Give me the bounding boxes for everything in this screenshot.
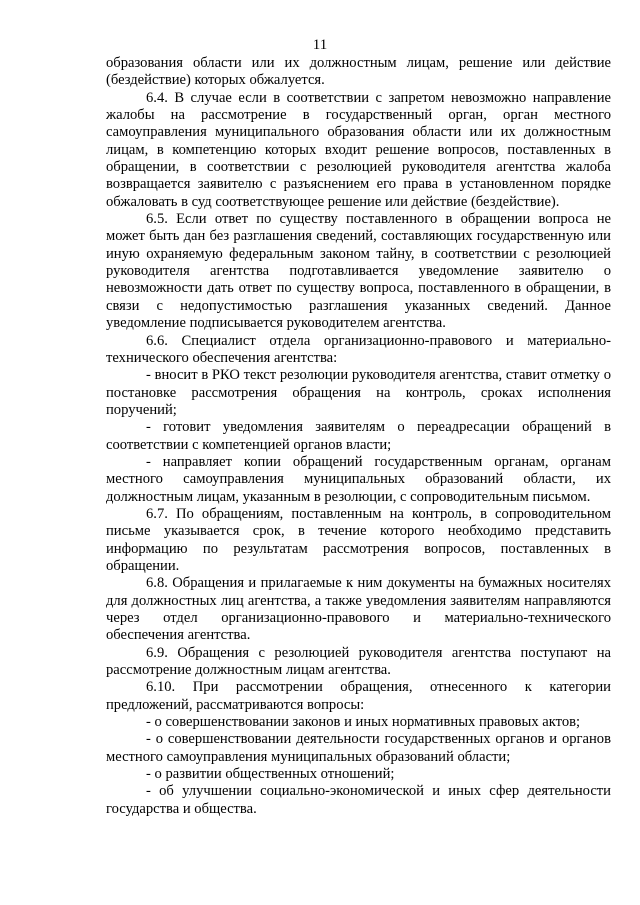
list-item: - направляет копии обращений государственным органам, органам местного самоуправления муниципальных образований области, их должностным лицам, указанным в резолюции, с сопроводительным письмом. xyxy=(106,453,611,505)
list-item: - о совершенствовании законов и иных нормативных правовых актов; xyxy=(146,714,581,731)
paragraph-6-8: 6.8. Обращения и прилагаемые к ним документы на бумажных носителях для должностных лиц агентства, а также уведомления заявителям направляются через отдел организационно-правового и материально-технического обеспечения агентства. xyxy=(106,575,611,644)
paragraph-6-4: 6.4. В случае если в соответствии с запретом невозможно направление жалобы на рассмотрение в государственный орган, орган местного самоуправления муниципального образования области или их должностным лицам, в компетенцию которых входит решение вопросов, поставленных в обращении, в соответствии с резолюцией руководителя агентства жалоба возвращается заявителю с разъяснением его права в установленном порядке обжаловать в суд соответствующее решение или действие (бездействие). xyxy=(106,89,611,210)
list-item: - о развитии общественных отношений; xyxy=(146,766,395,783)
list-item: - об улучшении социально-экономической и иных сфер деятельности государства и общества. xyxy=(106,783,611,817)
paragraph-6-5: 6.5. Если ответ по существу поставленного в обращении вопроса не может быть дан без разглашения сведений, составляющих государственную или иную охраняемую федеральным законом тайну, в соответствии с резолюцией руководителя агентства подготавливается уведомление заявителю о невозможности дать ответ по существу вопроса, поставленного в обращении, в связи с недопустимостью разглашения указанных сведений. Данное уведомление подписывается руководителем агентства. xyxy=(106,211,611,332)
paragraph-6-10: 6.10. При рассмотрении обращения, отнесенного к категории предложений, рассматриваются вопросы: xyxy=(106,679,611,713)
list-item: - готовит уведомления заявителям о переадресации обращений в соответствии с компетенцией органов власти; xyxy=(106,419,611,453)
list-item: - вносит в РКО текст резолюции руководителя агентства, ставит отметку о постановке рассмотрения обращения на контроль, сроках исполнения поручений; xyxy=(106,367,611,418)
paragraph-continuation: образования области или их должностным лицам, решение или действие (бездействие) которых обжалуется. xyxy=(106,55,611,89)
paragraph-6-9: 6.9. Обращения с резолюцией руководителя агентства поступают на рассмотрение должностным лицам агентства. xyxy=(106,644,611,679)
paragraph-6-7: 6.7. По обращениям, поставленным на контроль, в сопроводительном письме указывается срок, в течение которого необходимо представить информацию по результатам рассмотрения вопросов, поставленных в обращении. xyxy=(106,505,611,574)
list-item: - о совершенствовании деятельности государственных органов и органов местного самоуправления муниципальных образований области; xyxy=(106,731,611,765)
document-body xyxy=(106,55,611,818)
paragraph-6-6: 6.6. Специалист отдела организационно-правового и материально-технического обеспечения агентства: xyxy=(106,332,611,366)
page-number: 11 xyxy=(312,37,328,53)
